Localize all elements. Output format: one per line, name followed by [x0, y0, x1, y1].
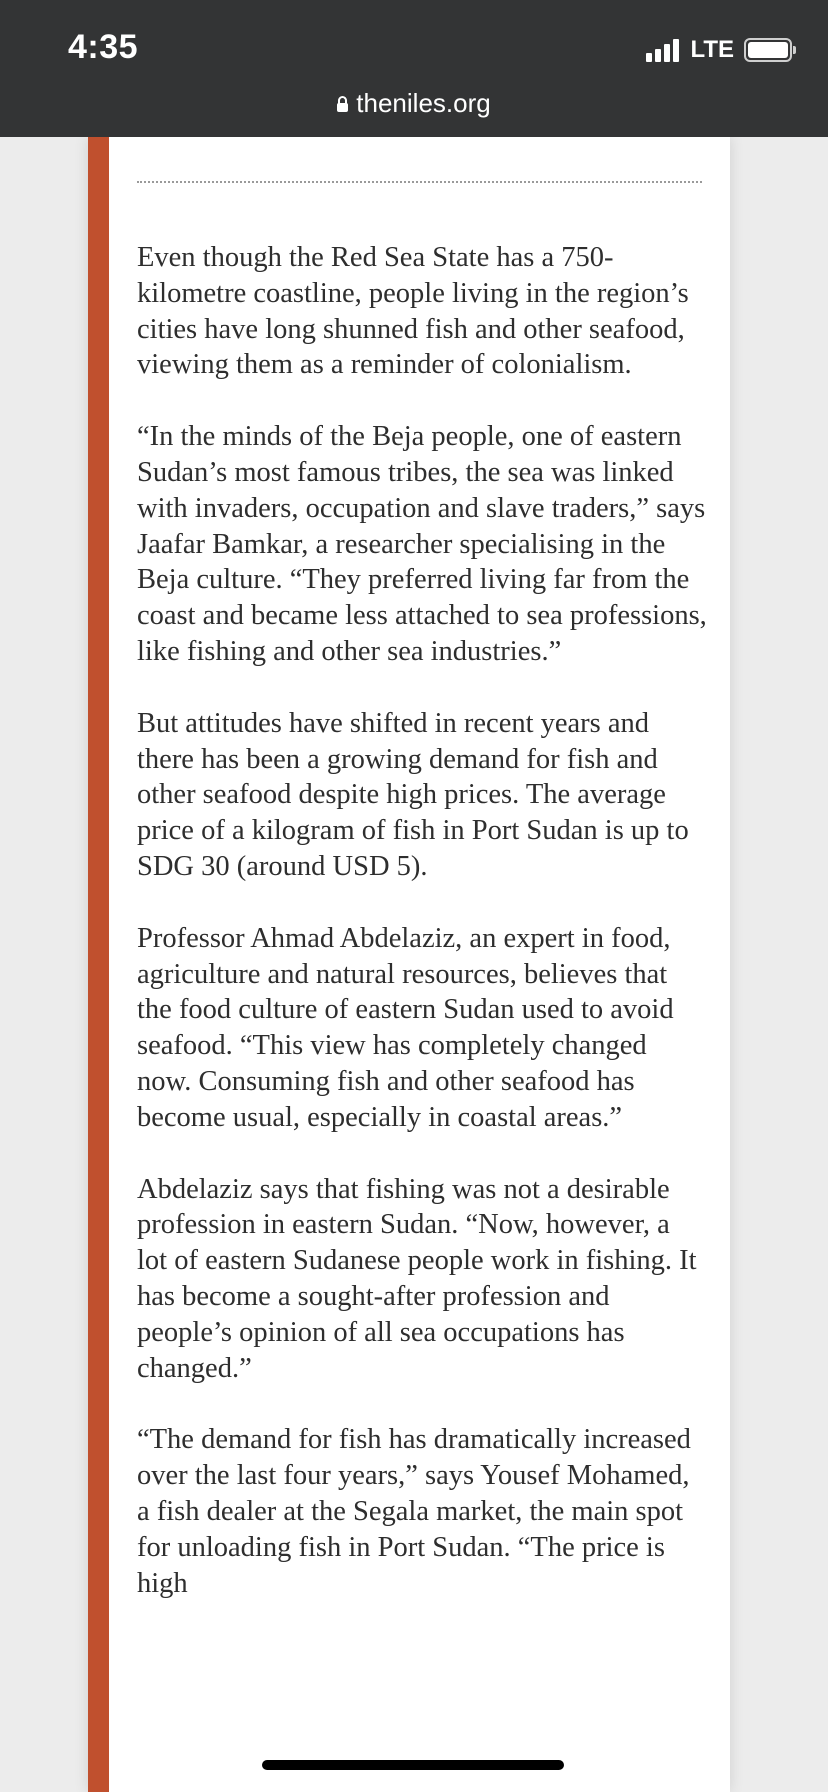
- url-domain[interactable]: theniles.org: [356, 88, 491, 118]
- caption-divider: [137, 181, 702, 183]
- browser-top-bar: [0, 0, 828, 137]
- article-card: [88, 137, 730, 1792]
- article-paragraph: “In the minds of the Beja people, one of eastern Sudan’s most famous tribes, the sea was linked with invaders, occupation and slave traders,” says Jaafar Bamkar, a researcher specialising in the Beja culture. “They preferred living far from the coast and became less attached to sea professions, like fishing and other sea industries.”: [137, 421, 707, 667]
- article-paragraph: “The demand for fish has dramatically increased over the last four years,” says Yousef Mohamed, a fish dealer at the Segala market, the main spot for unloading fish in Port Sudan. “The price is high: [137, 1424, 691, 1599]
- status-time: 4:35: [68, 28, 139, 66]
- signal-bars-icon: [646, 38, 682, 62]
- article-paragraph: Abdelaziz says that fishing was not a desirable profession in eastern Sudan. “Now, however, a lot of eastern Sudanese people work in fishing. It has become a sought-after profession and people’s opinion of all sea occupations has changed.”: [137, 1173, 697, 1384]
- network-type: LTE: [690, 36, 734, 63]
- home-indicator[interactable]: [262, 1760, 564, 1770]
- status-indicators: [646, 36, 792, 64]
- article-paragraph: Professor Ahmad Abdelaziz, an expert in food, agriculture and natural resources, believes that the food culture of eastern Sudan used to avoid seafood. “This view has completely changed now. Consuming fish and other seafood has become usual, especially in coastal areas.”: [137, 922, 674, 1133]
- article-body: [137, 240, 707, 1637]
- article-paragraph: Even though the Red Sea State has a 750-kilometre coastline, people living in the region’s cities have long shunned fish and other seafood, viewing them as a reminder of colonialism.: [137, 242, 689, 381]
- accent-bar: [88, 137, 109, 1792]
- battery-full-icon: [744, 38, 792, 62]
- article-paragraph: But attitudes have shifted in recent years and there has been a growing demand for fish and other seafood despite high prices. The average price of a kilogram of fish in Port Sudan is up to SDG 30 (around USD 5).: [137, 707, 689, 882]
- lock-icon: [337, 103, 348, 112]
- url-bar[interactable]: [0, 88, 828, 119]
